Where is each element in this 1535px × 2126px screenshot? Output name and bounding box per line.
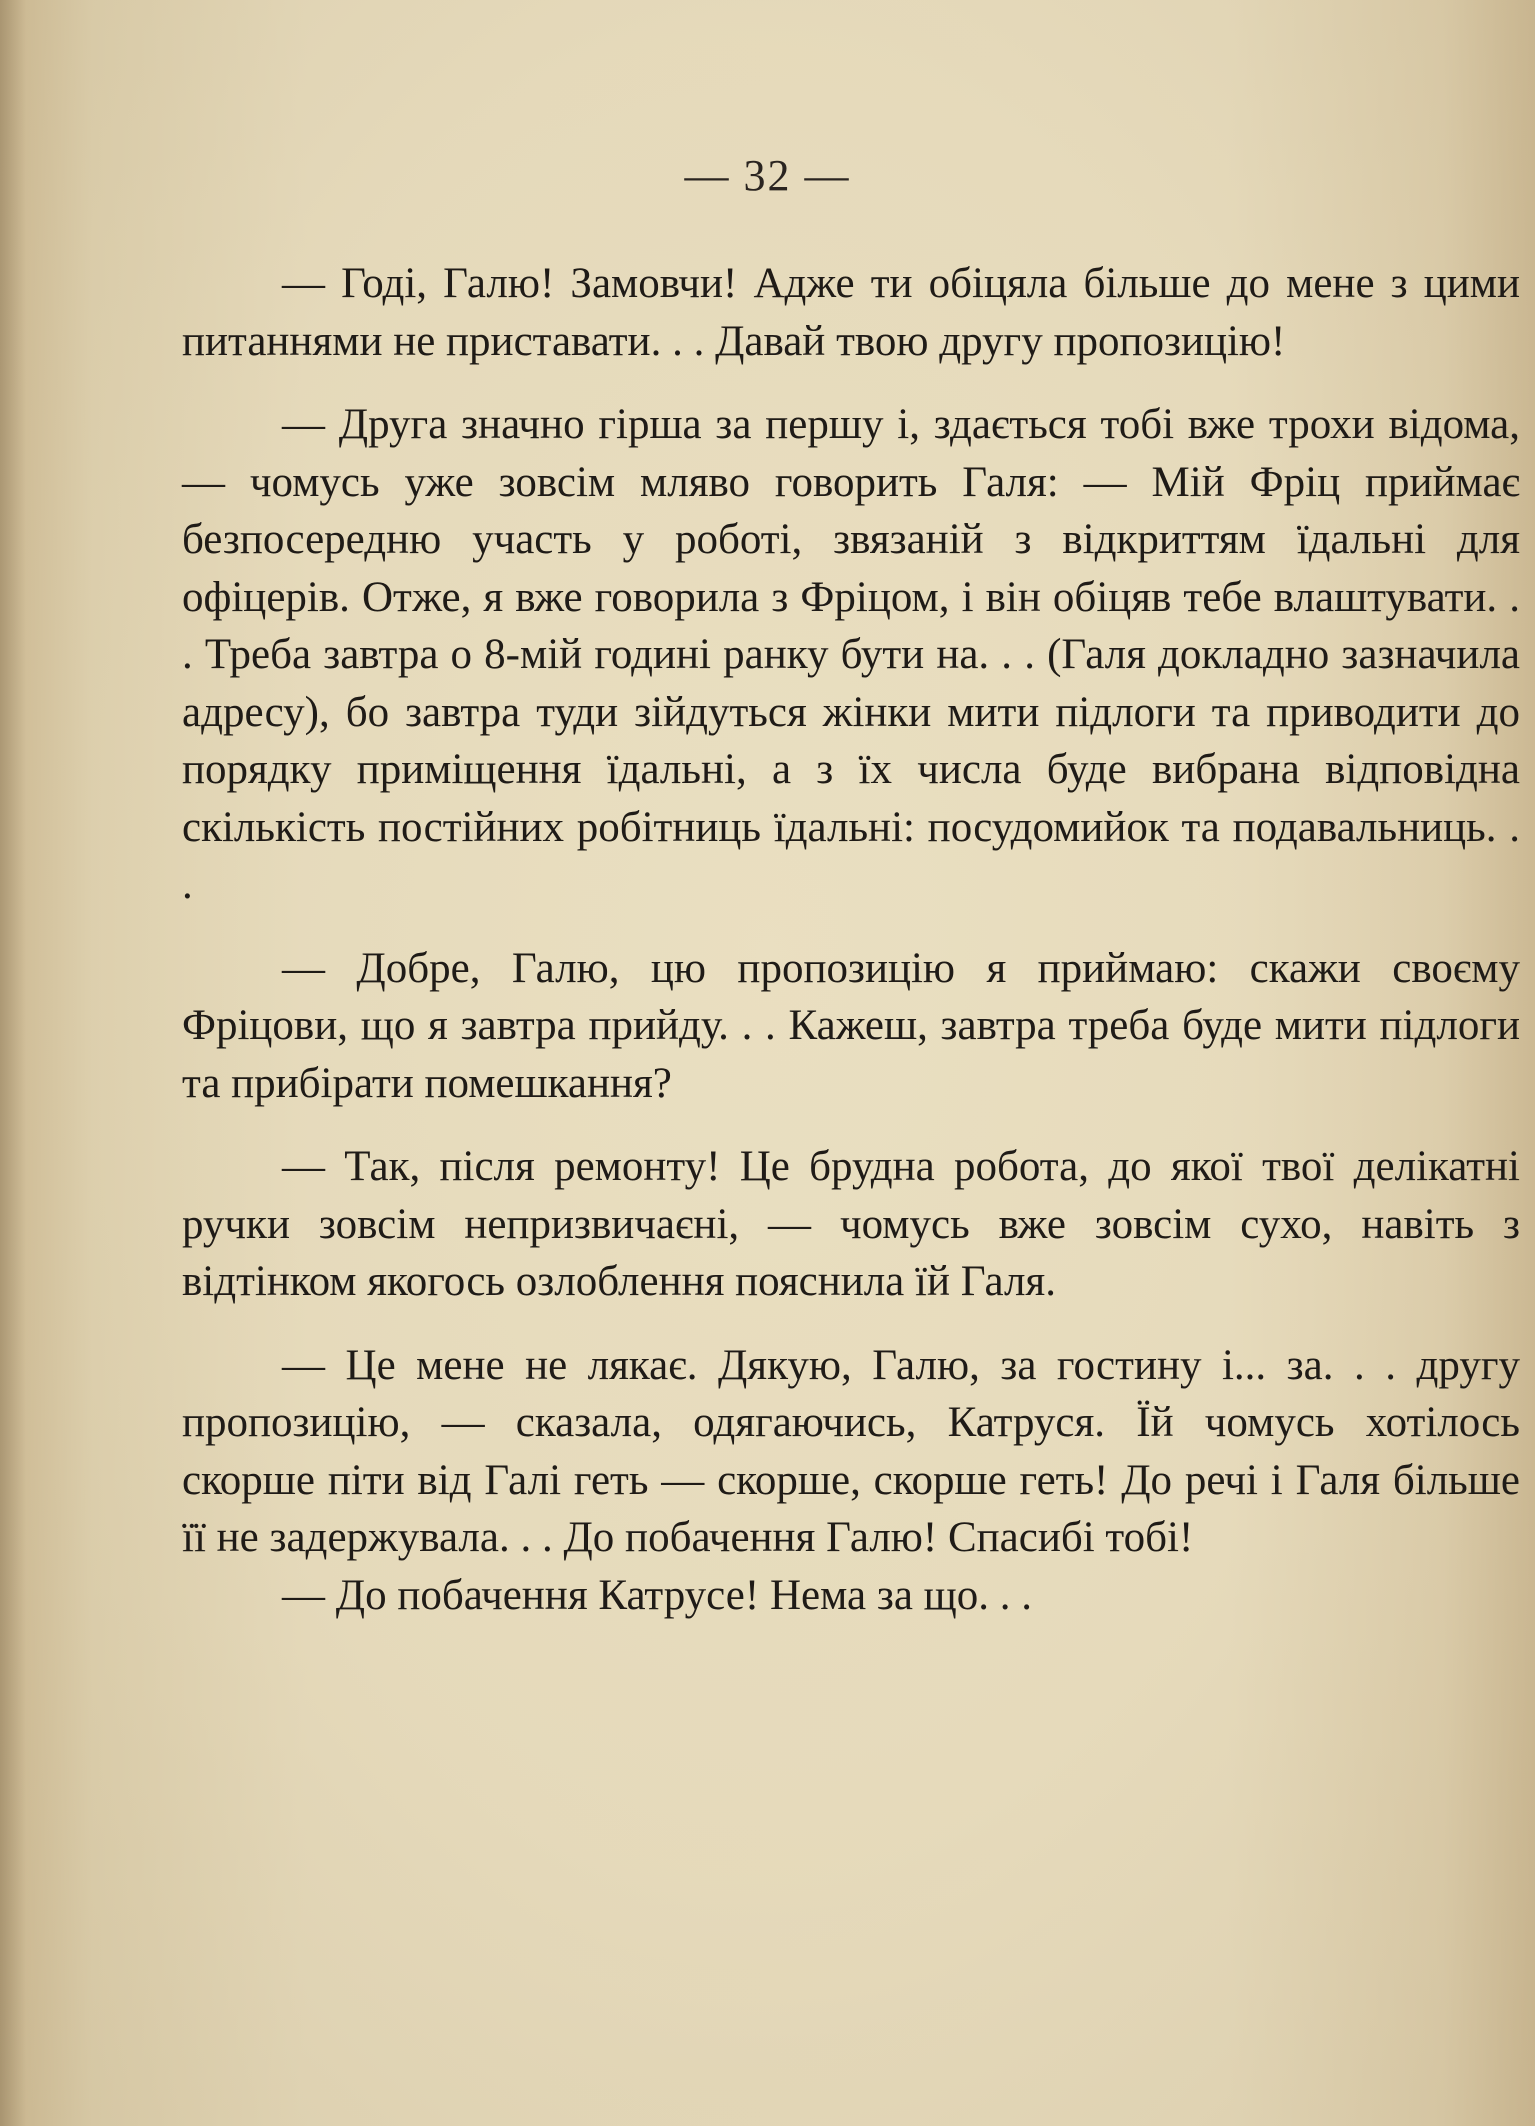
paragraph: — Друга значно гірша за першу і, здається тобі вже трохи відома, — чомусь уже зовсім мляво говорить Галя: — Мій Фріц приймає безпосередню участь у роботі, звязаній з відкриттям їдальні для офіцерів. Отже, я вже говорила з Фріцом, і він обіцяв тебе влаштувати. . . Треба завтра о 8-мій годині ранку бути на. . . (Галя докладно зазначила адресу), бо завтра туди зійдуться жінки мити підлоги та приводити до порядку приміщення їдальні, а з їх числа буде вибрана відповідна скількість постійних робітниць їдальні: посудомийок та подавальниць. . . [182, 401, 1520, 908]
page-text [182, 255, 1520, 1624]
paragraph: — Добре, Галю, цю пропозицію я приймаю: скажи своєму Фріцови, що я завтра прийду. . . Кажеш, завтра треба буде мити підлоги та прибірати помешкання? [182, 944, 1520, 1107]
page-number: — 32 — [684, 151, 851, 200]
paragraph: — До побачення Катрусе! Нема за що. . . [282, 1571, 1033, 1619]
paragraph: — Так, після ремонту! Це брудна робота, до якої твої делікатні ручки зовсім непризвичаєні, — чомусь вже зовсім сухо, навіть з відтінком якогось озлоблення пояснила їй Галя. [182, 1143, 1520, 1305]
paragraph: — Це мене не лякає. Дякую, Галю, за гостину і... за. . . другу пропозицію, — сказала, одягаючись, Катруся. Їй чомусь хотілось скорше піти від Галі геть — скорше, скорше геть! До речі і Галя більше її не задержувала. . . До побачення Галю! Спасибі тобі! [182, 1341, 1520, 1561]
page-edge-shadow [0, 0, 26, 2126]
paragraph: — Годі, Галю! Замовчи! Адже ти обіцяла більше до мене з цими питаннями не приставати. . . Давай твою другу пропозицію! [182, 260, 1520, 365]
